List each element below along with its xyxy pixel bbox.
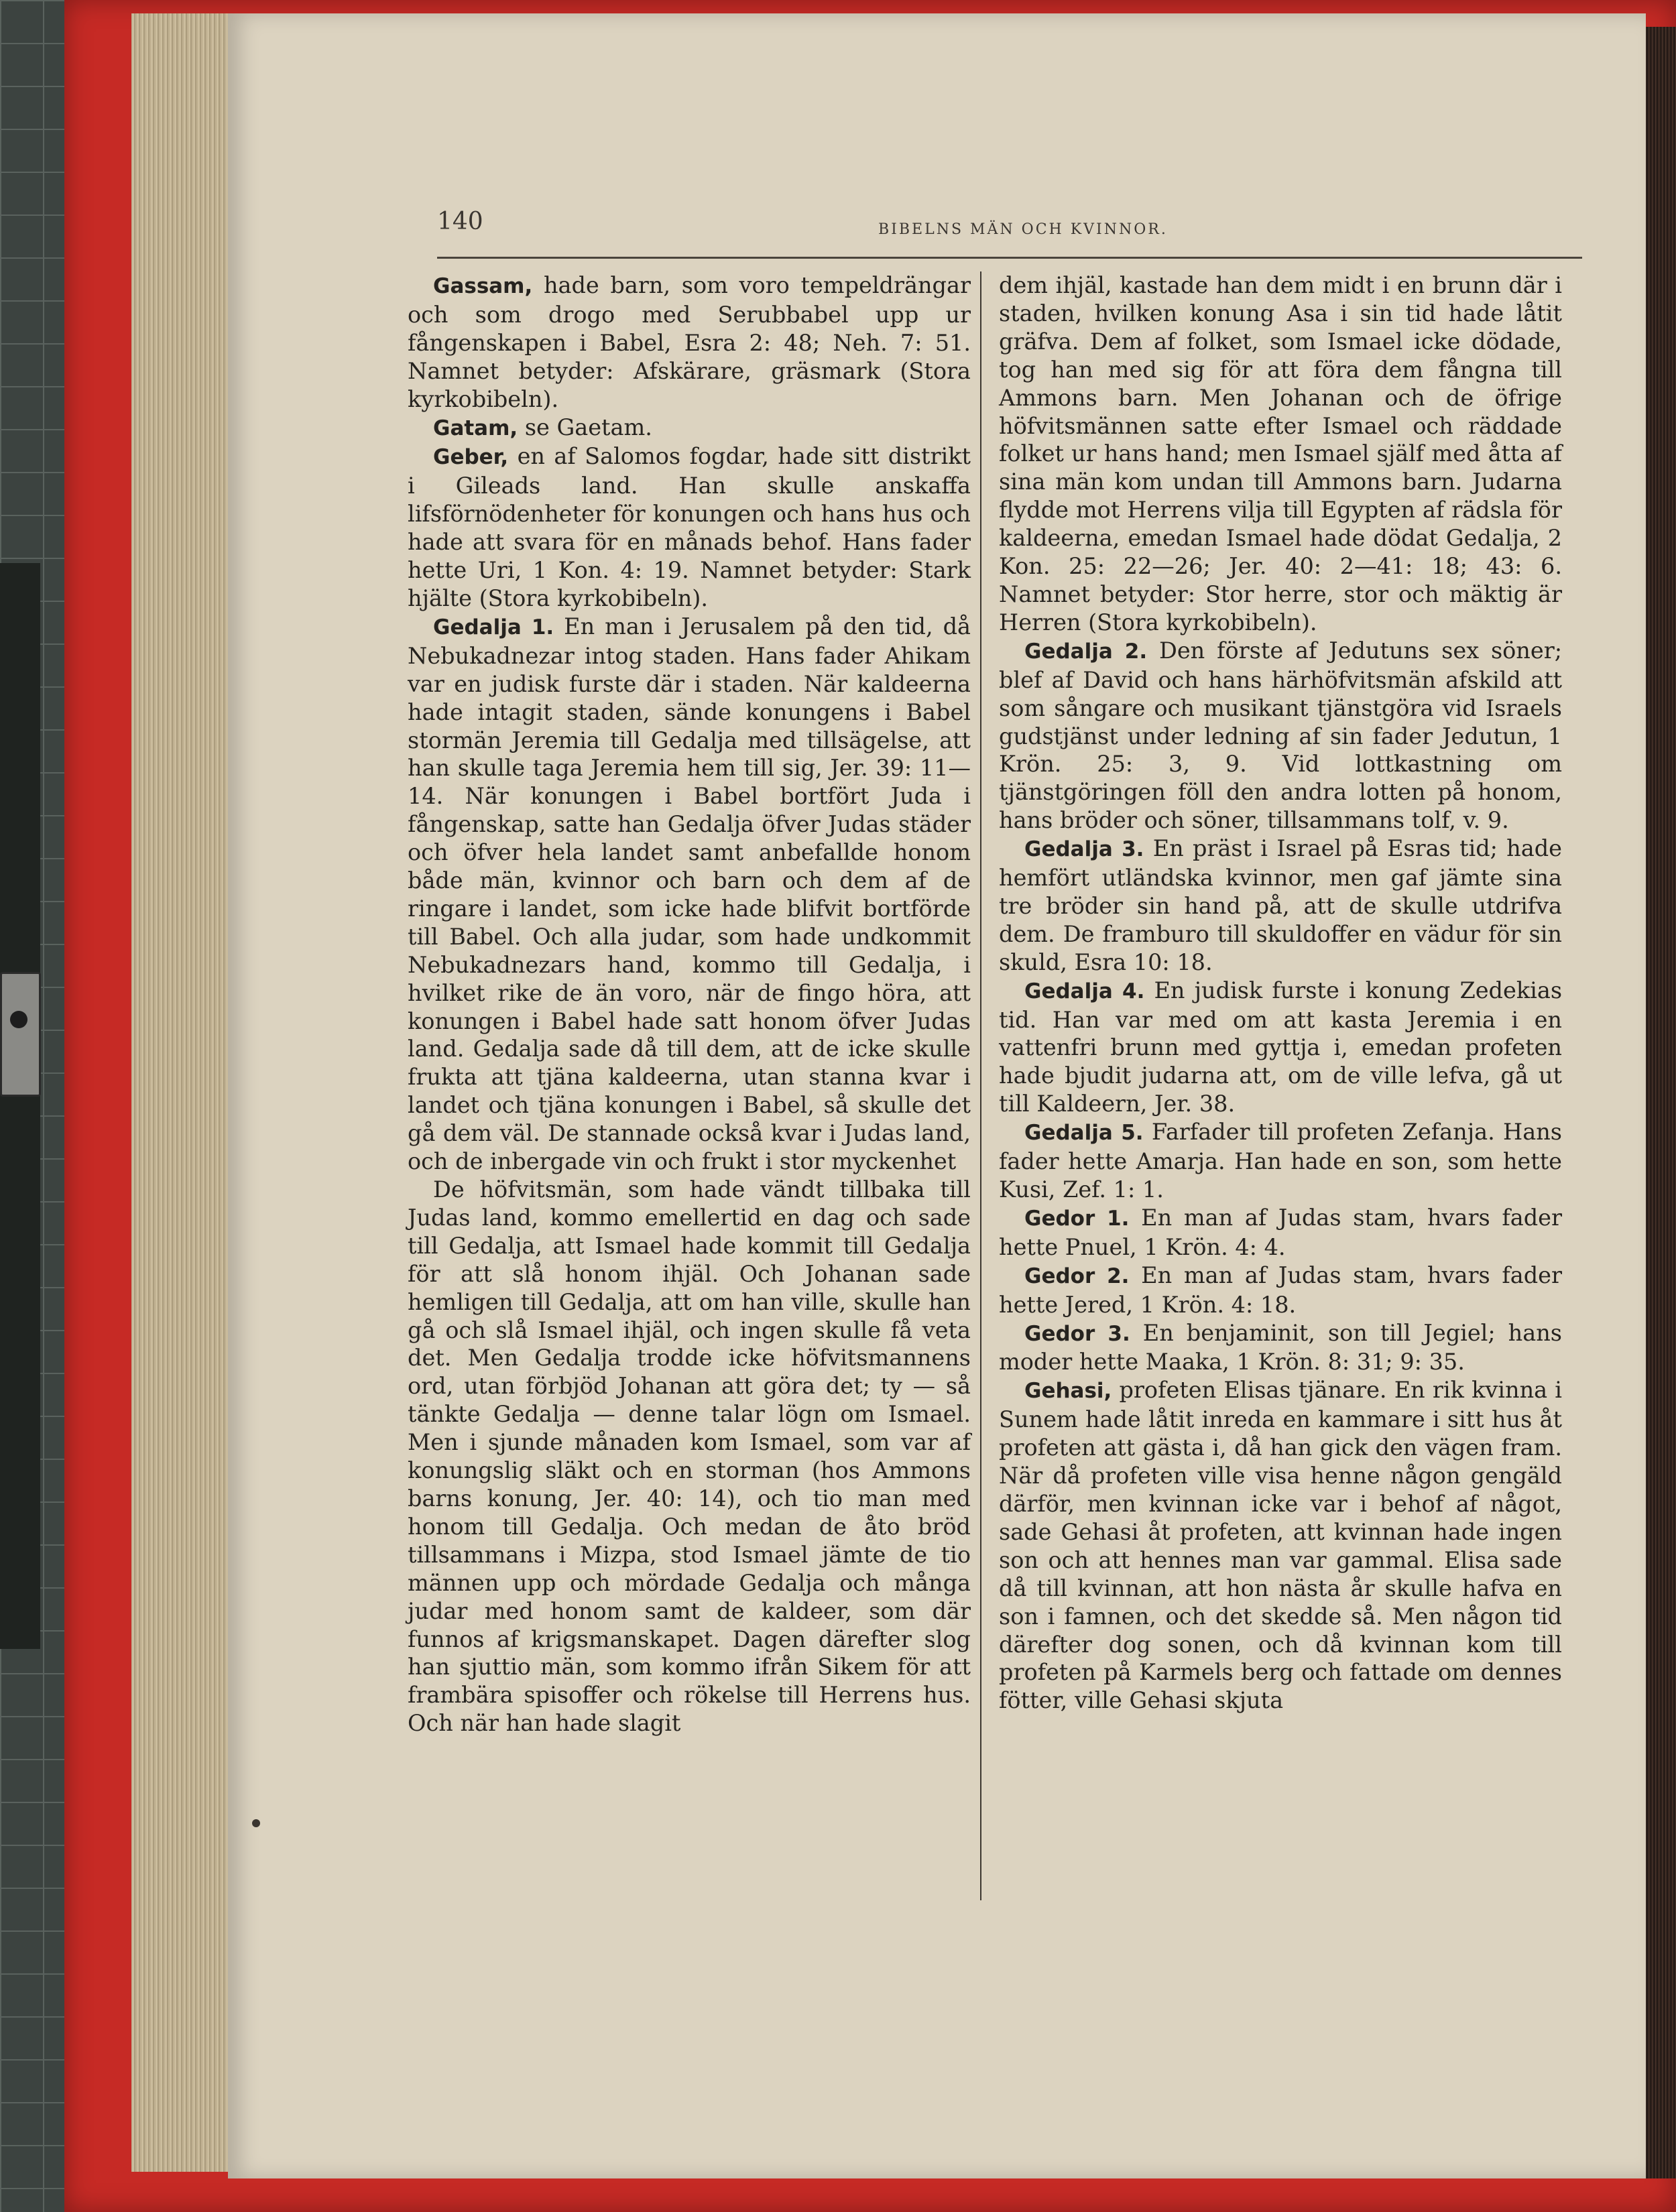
entry-gedalja-2: [999, 637, 1562, 835]
entry-gedor-2: [999, 1262, 1562, 1319]
entry-text: profeten Elisas tjänare. En rik kvinna i Sunem hade låtit inreda en kammare i sitt hus åt profeten att gästa i, då han gick den vägen fram. När då profeten ville visa henne någon gengäld därför, men kvinnan icke var i behof af något, sade Gehasi åt profeten, att kvinnan hade ingen son och att hennes man var gammal. Elisa sade då till kvinnan, att hon nästa år skulle hafva en son i famnen, och det skedde så. Men någon tid därefter dog sonen, och då kvinnan kom till profeten på Karmels berg och fattade om dennes fötter, ville Gehasi skjuta: [999, 1377, 1562, 1714]
right-page-edge: [1646, 27, 1676, 2178]
headword: Gassam,: [433, 274, 533, 298]
entry-gedalja-3: [999, 835, 1562, 977]
header-rule: [437, 257, 1582, 259]
right-column: [999, 271, 1562, 1715]
entry-text: En präst i Israel på Esras tid; hade hemfört utländska kvinnor, men gaf jämte sina tre bröder sin hand på, att de skulle utdrifva dem. De framburo till skuldoffer en vädur för sin skuld, Esra 10: 18.: [999, 835, 1563, 975]
entry-text: Den förste af Jedutuns sex söner; blef af David och hans härhöfvitsmän afskild att som sångare och musikant tjänstgöra vid Israels gudstjänst under ledning af sin fader Jedutun, 1 Krön. 25: 3, 9. Vid lottkastning om tjänstgöringen föll den andra lotten på honom, hans bröder och söner, tillsammans tolf, v. 9.: [999, 637, 1563, 834]
headword: Gedor 1.: [1024, 1206, 1130, 1231]
entry-gedalja-1-end: [999, 271, 1562, 637]
entry-text: En man af Judas stam, hvars fader hette Pnuel, 1 Krön. 4: 4.: [999, 1204, 1562, 1260]
page-number: 140: [437, 208, 483, 235]
entry-text: hade barn, som voro tempeldrängar och som drogo med Serubbabel upp ur fångenskapen i Babel, Esra 2: 48; Neh. 7: 51. Namnet betyder: Afskärare, gräsmark (Stora kyrkobibeln).: [408, 272, 971, 412]
entry-gassam: [408, 271, 971, 414]
entry-text: se Gaetam.: [518, 414, 652, 440]
entry-gatam: [408, 414, 971, 443]
entry-text: En judisk furste i konung Zedekias tid. Han var med om att kasta Jeremia i en vattenfri brunn med gyttja i, emedan profeten hade bjudit judarna att, om de ville lefva, gå ut till Kaldeern, Jer. 38.: [999, 977, 1563, 1117]
headword: Gedalja 2.: [1024, 639, 1148, 664]
margin-mark: [252, 1819, 260, 1827]
headword: Gedalja 3.: [1024, 837, 1144, 862]
entry-text: dem ihjäl, kastade han dem midt i en brunn där i staden, hvilken konung Asa i sin tid hade låtit gräfva. Dem af folket, som Ismael icke dödade, tog han med sig för att föra dem fångna till Ammons barn. Men Johanan och de öfrige höfvitsmännen satte efter Ismael och räddade folket ur hans hand; men Ismael själf med åtta af sina män kom undan till Ammons barn. Judarna flydde mot Herrens vilja till Egypten af rädsla för kaldeerna, emedan Ismael hade dödat Gedalja, 2 Kon. 25: 22—26; Jer. 40: 2—41: 18; 43: 6. Namnet betyder: Stor herre, stor och mäktig är Herren (Stora kyrkobibeln).: [999, 272, 1562, 635]
entry-text: En benjaminit, son till Jegiel; hans moder hette Maaka, 1 Krön. 8: 31; 9: 35.: [999, 1319, 1562, 1375]
headword: Gedalja 4.: [1024, 979, 1145, 1003]
entry-gedalja-4: [999, 977, 1562, 1119]
page-edges: [131, 13, 232, 2172]
headword: Gedalja 5.: [1024, 1121, 1144, 1146]
headword: Gedor 3.: [1024, 1321, 1130, 1346]
entry-gedor-3: [999, 1319, 1562, 1377]
entry-text: Farfader till profeten Zefanja. Hans fader hette Amarja. Han hade en son, som hette Kusi, Zef. 1: 1.: [999, 1119, 1562, 1203]
headword: Geber,: [433, 445, 509, 470]
clip-hole: [10, 1011, 27, 1028]
column-divider: [980, 271, 981, 1900]
entry-gedalja-5: [999, 1118, 1562, 1204]
headword: Gedor 2.: [1024, 1264, 1130, 1288]
entry-text: De höfvitsmän, som hade vändt tillbaka till Judas land, kommo emellertid en dag och sade till Gedalja, att Ismael hade kommit till Gedalja för att slå honom ihjäl. Och Johanan sade hemligen till Gedalja, att om han ville, skulle han gå och slå Ismael ihjäl, och ingen skulle få veta det. Men Gedalja trodde icke höfvitsmannens ord, utan förbjöd Johanan att göra det; ty — så tänkte Gedalja — denne talar lögn om Ismael. Men i sjunde månaden kom Ismael, som var af konungslig släkt och en storman (hos Ammons barns konung, Jer. 40: 14), och tio man med honom till Gedalja. Och medan de åto bröd tillsammans i Mizpa, stod Ismael jämte de tio männen upp och mördade Gedalja och många judar med honom samt de kaldeer, som där funnos af krigsmanskapet. Dagen därefter slog han sjuttio män, som kommo ifrån Sikem för att frambära spisoffer och rökelse till Herrens hus. Och när han hade slagit: [408, 1176, 971, 1737]
entry-geber: [408, 442, 971, 612]
entry-gedalja-1: [408, 613, 971, 1176]
entry-text: en af Salomos fogdar, hade sitt distrikt i Gileads land. Han skulle anskaffa lifsförnödenheter för konungen och hans hus och hade att svara för en månads behof. Hans fader hette Uri, 1 Kon. 4: 19. Namnet betyder: Stark hjälte (Stora kyrkobibeln).: [408, 443, 971, 611]
entry-text: En man i Jerusalem på den tid, då Nebukadnezar intog staden. Hans fader Ahikam var en judisk furste där i staden. När kaldeerna hade intagit staden, sände konungens i Babel stormän Jeremia till Gedalja med tillsägelse, att han skulle taga Jeremia hem till sig, Jer. 39: 11—14. När konungen i Babel bortfört Juda i fångenskap, satte han Gedalja öfver Judas städer och öfver hela landet samt anbefallde honom både män, kvinnor och barn och dem af de ringare i landet, som icke hade blifvit bortförde till Babel. Och alla judar, som hade undkommit Nebukadnezars hand, kommo till Gedalja, i hvilket rike de än voro, när de fingo höra, att konungen i Babel hade satt honom öfver Judas land. Gedalja sade då till dem, att de icke skulle frukta att tjäna kaldeerna, utan stanna kvar i landet och tjäna konungen i Babel, så skulle det gå dem väl. De stannade också kvar i Judas land, och de inbergade vin och frukt i stor myckenhet: [408, 613, 971, 1175]
scanner-clip: [0, 972, 41, 1097]
entry-text: En man af Judas stam, hvars fader hette Jered, 1 Krön. 4: 18.: [999, 1262, 1562, 1318]
left-column: [408, 271, 971, 1737]
headword: Gedalja 1.: [433, 615, 554, 639]
headword: Gehasi,: [1024, 1379, 1112, 1404]
headword: Gatam,: [433, 416, 518, 440]
scanner-side-bar: [0, 563, 40, 1649]
entry-gehasi: [999, 1376, 1562, 1715]
running-title: BIBELNS MÄN OCH KVINNOR.: [878, 221, 1168, 238]
entry-gedalja-1-continued: [408, 1176, 971, 1737]
entry-gedor-1: [999, 1204, 1562, 1262]
